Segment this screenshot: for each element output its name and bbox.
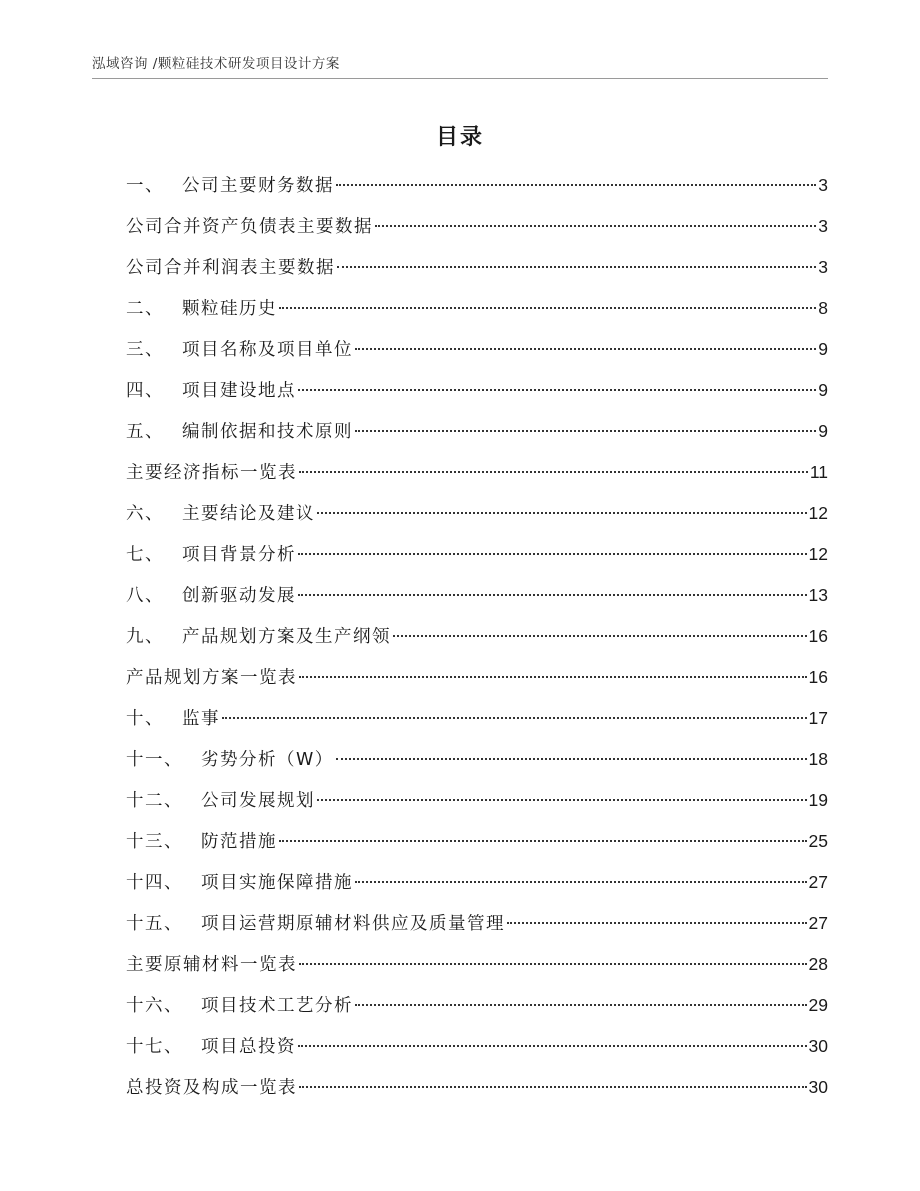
toc-entry[interactable] [126,705,828,746]
dot-leader [222,717,807,719]
dot-leader [298,553,807,555]
toc-entry[interactable] [126,992,828,1033]
toc-entry-page: 3 [818,216,828,236]
toc-entry-title: 产品规划方案及生产纲领 [182,627,391,647]
dot-leader [299,676,807,678]
dot-leader [393,635,807,637]
dot-leader [355,881,807,883]
toc-entry-title: 项目技术工艺分析 [201,996,353,1016]
toc-entry-title: 项目名称及项目单位 [182,340,353,360]
toc-entry-title: 项目运营期原辅材料供应及质量管理 [201,914,505,934]
toc-entry[interactable] [126,1033,828,1074]
toc-entry-page: 27 [808,872,828,892]
toc-entry-page: 8 [818,298,828,318]
toc-entry-page: 27 [808,913,828,933]
toc-entry[interactable] [126,418,828,459]
toc-entry-number: 四、 [126,381,164,401]
toc-entry-title: 防范措施 [201,832,277,852]
toc-entry-title: 公司主要财务数据 [182,176,334,196]
toc-entry-title: 颗粒硅历史 [182,299,277,319]
toc-entry-title: 主要原辅材料一览表 [126,955,297,975]
dot-leader [298,1045,807,1047]
toc-entry[interactable] [126,910,828,951]
toc-entry-number: 八、 [126,586,164,606]
toc-entry-page: 19 [808,790,828,810]
toc-entry-title: 项目实施保障措施 [201,873,353,893]
toc-entry[interactable] [126,951,828,992]
dot-leader [336,758,807,760]
toc-entry-number: 十一、 [126,750,183,770]
toc-entry-title: 项目总投资 [201,1037,296,1057]
toc-entry-number: 十七、 [126,1037,183,1057]
toc-entry[interactable] [126,213,828,254]
dot-leader [337,266,816,268]
toc-entry-page: 12 [808,544,828,564]
toc-entry-page: 9 [818,421,828,441]
toc-entry-number: 十六、 [126,996,183,1016]
toc-entry[interactable] [126,541,828,582]
toc-entry[interactable] [126,459,828,500]
toc-list [126,172,828,1115]
dot-leader [299,1086,807,1088]
toc-entry-page: 12 [808,503,828,523]
dot-leader [355,430,816,432]
dot-leader [299,471,808,473]
toc-entry[interactable] [126,869,828,910]
toc-entry-title: 公司合并利润表主要数据 [126,258,335,278]
toc-entry-number: 十四、 [126,873,183,893]
toc-entry-page: 13 [808,585,828,605]
toc-entry[interactable] [126,377,828,418]
toc-entry-number: 十三、 [126,832,183,852]
toc-entry-page: 30 [808,1036,828,1056]
toc-entry-title: 公司发展规划 [201,791,315,811]
toc-entry[interactable] [126,582,828,623]
toc-entry-page: 3 [818,257,828,277]
toc-entry-title: 项目背景分析 [182,545,296,565]
toc-entry-number: 十、 [126,709,164,729]
toc-entry-page: 17 [808,708,828,728]
toc-entry-title: 产品规划方案一览表 [126,668,297,688]
toc-entry-page: 9 [818,339,828,359]
dot-leader [279,307,816,309]
toc-entry-number: 二、 [126,299,164,319]
toc-entry-page: 29 [808,995,828,1015]
dot-leader [299,963,807,965]
toc-entry-number: 一、 [126,176,164,196]
toc-entry-page: 3 [818,175,828,195]
page-header: 泓域咨询 /颗粒硅技术研发项目设计方案 [92,56,340,72]
dot-leader [355,348,816,350]
toc-entry-title: 创新驱动发展 [182,586,296,606]
toc-entry-title: 主要结论及建议 [182,504,315,524]
toc-entry-number: 六、 [126,504,164,524]
toc-title: 目录 [435,125,484,150]
dot-leader [298,389,816,391]
toc-entry-title: 编制依据和技术原则 [182,422,353,442]
toc-entry-title: 总投资及构成一览表 [126,1078,297,1098]
toc-entry-title: 主要经济指标一览表 [126,463,297,483]
dot-leader [279,840,807,842]
dot-leader [336,184,816,186]
toc-entry-number: 七、 [126,545,164,565]
toc-entry[interactable] [126,664,828,705]
toc-entry-page: 16 [808,667,828,687]
dot-leader [507,922,807,924]
toc-entry[interactable] [126,336,828,377]
toc-entry-title: 劣势分析（W） [201,750,334,770]
toc-entry-page: 30 [808,1077,828,1097]
toc-entry[interactable] [126,254,828,295]
toc-entry-number: 十五、 [126,914,183,934]
toc-entry-number: 十二、 [126,791,183,811]
toc-entry-title: 公司合并资产负债表主要数据 [126,217,373,237]
toc-entry-number: 五、 [126,422,164,442]
toc-entry-page: 25 [808,831,828,851]
toc-entry-title: 监事 [182,709,220,729]
toc-entry[interactable] [126,295,828,336]
toc-entry-number: 三、 [126,340,164,360]
toc-entry[interactable] [126,1074,828,1115]
toc-entry-page: 11 [809,462,828,482]
toc-entry-page: 9 [818,380,828,400]
toc-entry[interactable] [126,172,828,213]
toc-entry-title: 项目建设地点 [182,381,296,401]
toc-entry-page: 28 [808,954,828,974]
dot-leader [298,594,807,596]
toc-entry-number: 九、 [126,627,164,647]
dot-leader [317,512,807,514]
dot-leader [375,225,816,227]
toc-entry-page: 18 [808,749,828,769]
toc-entry-page: 16 [808,626,828,646]
toc-entry[interactable] [126,828,828,869]
dot-leader [355,1004,807,1006]
toc-entry[interactable] [126,746,828,787]
dot-leader [317,799,807,801]
toc-entry[interactable] [126,500,828,541]
toc-entry[interactable] [126,787,828,828]
header-divider [92,78,828,79]
toc-entry[interactable] [126,623,828,664]
